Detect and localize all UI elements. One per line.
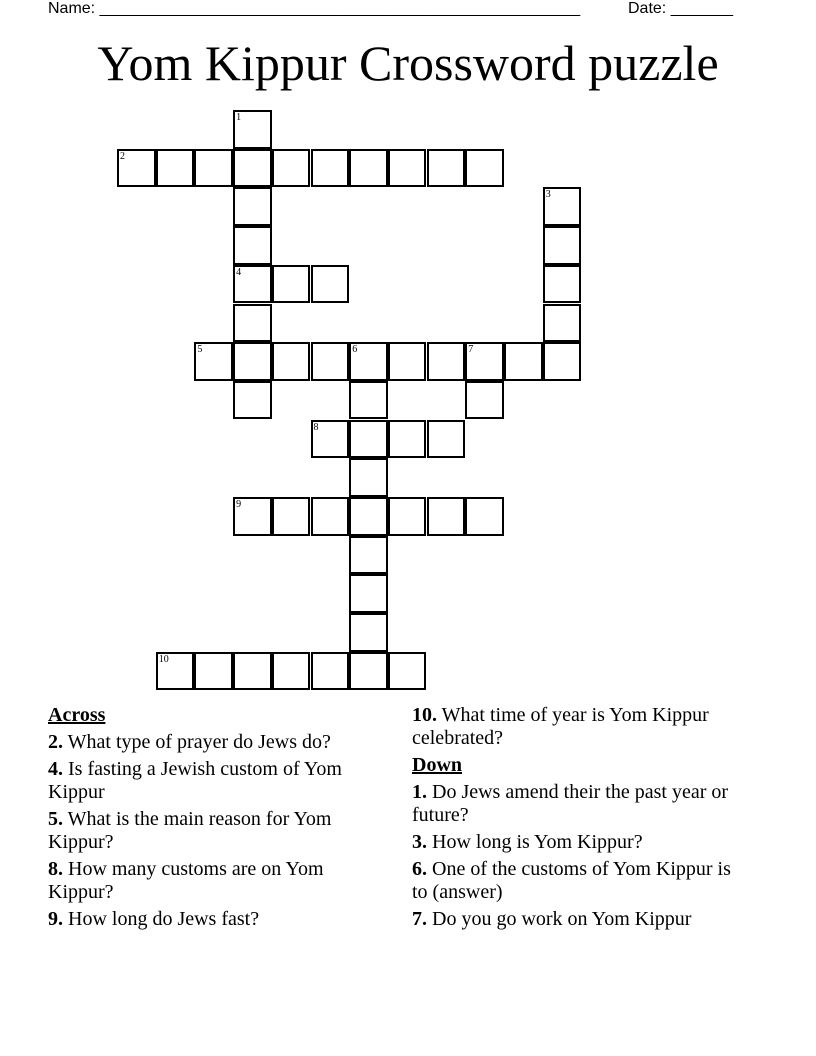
- crossword-cell[interactable]: [465, 149, 504, 188]
- clue-number: 8: [313, 421, 319, 433]
- clue-down-6: 6. One of the customs of Yom Kippur is to (answer): [412, 858, 731, 903]
- crossword-cell[interactable]: [272, 342, 311, 381]
- down-heading: Down: [412, 754, 463, 776]
- crossword-cell[interactable]: [233, 304, 272, 343]
- clue-number: 5: [197, 344, 203, 356]
- crossword-cell[interactable]: [117, 149, 156, 188]
- crossword-cell[interactable]: [349, 342, 388, 381]
- crossword-cell[interactable]: [349, 613, 388, 652]
- name-line: Name: ______________________________________________________: [48, 0, 581, 17]
- crossword-cell[interactable]: [272, 652, 311, 691]
- crossword-cell[interactable]: [349, 497, 388, 536]
- crossword-cell[interactable]: [233, 342, 272, 381]
- crossword-cell[interactable]: [388, 149, 427, 188]
- crossword-cell[interactable]: [349, 574, 388, 613]
- crossword-cell[interactable]: [349, 420, 388, 459]
- crossword-cell[interactable]: [543, 304, 582, 343]
- crossword-cell[interactable]: [233, 149, 272, 188]
- crossword-cell[interactable]: [427, 497, 466, 536]
- crossword-cell[interactable]: [233, 187, 272, 226]
- crossword-cell[interactable]: [388, 342, 427, 381]
- clue-number: 6: [352, 344, 358, 356]
- clue-number: 7: [468, 344, 474, 356]
- crossword-cell[interactable]: [543, 342, 582, 381]
- crossword-cell[interactable]: [427, 342, 466, 381]
- crossword-cell[interactable]: [543, 265, 582, 304]
- clue-across-4: 4. Is fasting a Jewish custom of Yom Kippur: [48, 758, 342, 803]
- date-line: Date: _______: [628, 0, 733, 17]
- crossword-cell[interactable]: [349, 458, 388, 497]
- clue-number: 10: [158, 653, 169, 665]
- crossword-cell[interactable]: [272, 497, 311, 536]
- crossword-cell[interactable]: [233, 110, 272, 149]
- crossword-cell[interactable]: [543, 187, 582, 226]
- clues-column-right: [412, 704, 732, 935]
- clue-number: 3: [545, 189, 551, 201]
- crossword-cell[interactable]: [388, 497, 427, 536]
- crossword-cell[interactable]: [311, 342, 350, 381]
- crossword-cell[interactable]: [349, 652, 388, 691]
- crossword-cell[interactable]: [233, 265, 272, 304]
- crossword-cell[interactable]: [194, 652, 233, 691]
- across-heading: Across: [48, 704, 106, 726]
- crossword-cell[interactable]: [311, 420, 350, 459]
- clue-number: 2: [120, 150, 125, 162]
- clue-number: 4: [236, 266, 242, 278]
- crossword-cell[interactable]: [233, 226, 272, 265]
- crossword-cell[interactable]: [427, 420, 466, 459]
- clue-down-7: 7. Do you go work on Yom Kippur: [412, 908, 692, 930]
- crossword-cell[interactable]: [311, 497, 350, 536]
- page-title: Yom Kippur Crossword puzzle: [97, 35, 719, 91]
- crossword-cell[interactable]: [465, 497, 504, 536]
- clue-across-9: 9. How long do Jews fast?: [48, 908, 260, 930]
- clue-number: 9: [236, 499, 242, 510]
- crossword-cell[interactable]: [311, 149, 350, 188]
- crossword-cell[interactable]: [156, 149, 195, 188]
- clue-across-10: 10. What time of year is Yom Kippur celebrated?: [412, 704, 709, 749]
- crossword-cell[interactable]: [465, 381, 504, 420]
- crossword-cell[interactable]: [465, 342, 504, 381]
- crossword-cell[interactable]: [504, 342, 543, 381]
- crossword-cell[interactable]: [233, 652, 272, 691]
- crossword-cell[interactable]: [311, 265, 350, 304]
- crossword-cell[interactable]: [272, 265, 311, 304]
- crossword-cell[interactable]: [156, 652, 195, 691]
- crossword-cell[interactable]: [543, 226, 582, 265]
- crossword-cell[interactable]: [233, 381, 272, 420]
- clue-across-8: 8. How many customs are on Yom Kippur?: [48, 858, 324, 903]
- crossword-cell[interactable]: [233, 497, 272, 536]
- crossword-cell[interactable]: [311, 652, 350, 691]
- crossword-cell[interactable]: [272, 149, 311, 188]
- clue-down-1: 1. Do Jews amend their the past year or future?: [412, 781, 729, 826]
- clue-number: 1: [236, 112, 242, 123]
- crossword-cell[interactable]: [388, 420, 427, 459]
- clue-down-3: 3. How long is Yom Kippur?: [412, 831, 643, 853]
- clue-across-2: 2. What type of prayer do Jews do?: [48, 731, 331, 753]
- clues-column-left: [48, 704, 368, 935]
- crossword-cell[interactable]: [427, 149, 466, 188]
- crossword-cell[interactable]: [194, 342, 233, 381]
- crossword-cell[interactable]: [349, 149, 388, 188]
- crossword-cell[interactable]: [194, 149, 233, 188]
- crossword-cell[interactable]: [349, 381, 388, 420]
- crossword-cell[interactable]: [349, 536, 388, 575]
- crossword-cell[interactable]: [388, 652, 427, 691]
- clue-across-5: 5. What is the main reason for Yom Kippur?: [48, 808, 332, 853]
